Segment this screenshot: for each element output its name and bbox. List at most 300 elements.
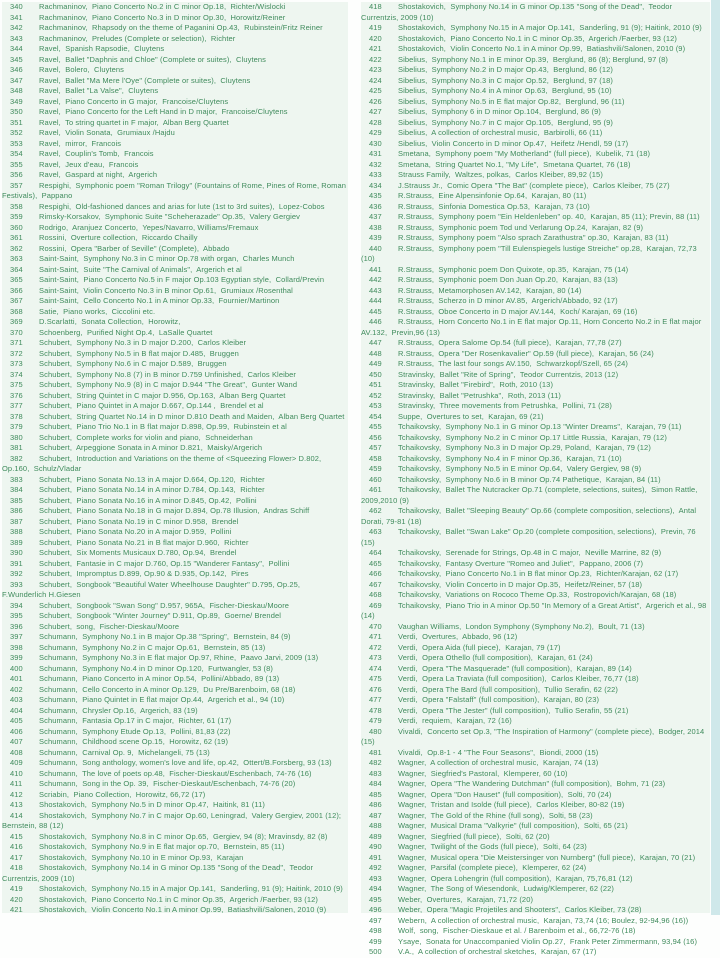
entry-text: Ravel, To string quartet in F major, Alban Berg Quartet — [39, 117, 229, 127]
entry — [361, 118, 710, 129]
entry-text: Ravel, Piano Concerto in G major, Francoise/Cluytens — [39, 96, 229, 106]
entry — [2, 307, 348, 318]
entry-text: Schumann, Song anthology, women's love and life, op.42, Ottert/B.Forsberg, 93 (13) — [39, 758, 332, 767]
entry-number: 460 — [369, 474, 382, 484]
entry-text: Respighi, Old-fashioned dances and arias for lute (1st to 3rd suites), Lopez-Cobos — [39, 201, 325, 211]
entry-number: 452 — [369, 390, 382, 400]
entry-number: 400 — [10, 663, 23, 673]
entry-text: Respighi, Symphonic poem "Roman Trilogy" (Fountains of Rome, Pines of Rome, Roman Festivals), Pappano — [2, 180, 349, 200]
entry — [361, 44, 710, 55]
entry-text: Sibelius, Symphony No.2 in D major Op.43, Berglund, 86 (12) — [398, 65, 613, 74]
entry-number: 415 — [10, 831, 23, 841]
scrollbar[interactable] — [711, 0, 720, 915]
entry — [361, 905, 710, 916]
entry-text: Verdi, Overtures, Abbado, 96 (12) — [398, 632, 518, 641]
entry — [2, 832, 348, 843]
entry-number: 401 — [10, 674, 23, 683]
entry — [361, 223, 710, 234]
entry-number: 378 — [10, 411, 23, 421]
entry — [361, 485, 710, 506]
entry-text: Verdi, Opera La Traviata (full composition), Carlos Kleiber, 76,77 (18) — [398, 674, 639, 683]
entry-text: Shostakovich, Symphony No.7 in C major Op.60, Leningrad, Valery Gergiev, 2001 (12); Bernstein, 88 (12) — [2, 810, 344, 830]
entry-number: 489 — [369, 831, 382, 841]
entry — [361, 884, 710, 895]
entry-number: 492 — [369, 863, 382, 872]
entry-number: 380 — [10, 432, 23, 442]
entry — [361, 559, 710, 570]
entry — [2, 863, 348, 884]
entry — [2, 538, 348, 549]
entry — [2, 727, 348, 738]
entry-number: 366 — [10, 285, 23, 295]
entry-text: Wagner, The Song of Wiesendonk, Ludwig/Klemperer, 62 (22) — [398, 884, 615, 893]
entry-number: 420 — [10, 894, 23, 904]
entry-text: Saint-Saint, Violin Concerto No.3 in B minor Op.61, Grumiaux /Rosenthal — [39, 285, 293, 295]
entry-number: 422 — [369, 54, 382, 64]
entry — [2, 737, 348, 748]
entry — [2, 580, 348, 601]
entry-text: Schubert, Symphony No.5 in B flat major D.485, Bruggen — [39, 348, 239, 358]
entry-text: Shostakovich, Violin Concerto No.1 in A minor Op.99, Batiashvili/Salonen, 2010 (9) — [398, 44, 686, 53]
entry-text: Schumann, Carnival Op. 9, Michelangeli, 75 (13) — [39, 747, 210, 757]
entry-text: Schubert, Songbook "Swan Song" D.957, 965A, Fischer-Dieskau/Moore — [39, 600, 290, 610]
entry — [361, 800, 710, 811]
entry — [361, 580, 710, 591]
entry-number: 351 — [10, 117, 23, 127]
entry — [2, 664, 348, 675]
entry-number: 424 — [369, 75, 382, 85]
entry-number: 345 — [10, 54, 23, 64]
entry-number: 389 — [10, 537, 23, 547]
entry-text: Saint-Saint, Piano Concerto No.5 in F major Op.103 Egyptian style, Collard/Previn — [39, 275, 325, 284]
entry-text: R.Strauss, Opera Salome Op.54 (full piece), Karajan, 77,78 (27) — [398, 338, 622, 347]
entry-text: Sibelius, Symphony 6 in D minor Op.104, Berglund, 86 (9) — [398, 107, 601, 116]
entry-number: 494 — [369, 884, 382, 893]
entry-number: 411 — [10, 779, 23, 788]
entry-text: R.Strauss, Metamorphosen AV.142, Karajan, 80 (14) — [398, 285, 582, 295]
entry — [2, 275, 348, 286]
entry-text: Saint-Saint, Cello Concerto No.1 in A minor Op.33, Fournier/Martinon — [39, 296, 280, 305]
entry-number: 385 — [10, 495, 23, 505]
entry-text: Scriabin, Piano Collection, Horowitz, 66,72 (17) — [39, 789, 206, 799]
entry-number: 368 — [10, 306, 23, 316]
entry — [2, 853, 348, 864]
entry-text: Schubert, Impromptus D.899, Op.90 & D.935, Op.142, Pires — [39, 569, 249, 578]
entry-text: Ravel, Ballet "La Valse", Cluytens — [39, 86, 159, 95]
entry — [2, 2, 348, 13]
entry-text: Schubert, Piano Sonata No.19 in C minor D.958, Brendel — [39, 516, 239, 526]
entry — [361, 370, 710, 381]
entry — [361, 170, 710, 181]
entry-text: Wagner, Siegfried (full piece), Solti, 62 (20) — [398, 831, 550, 841]
entry-text: Shostakovich, Piano Concerto No.1 in C minor Op.35, Argerich /Faerber, 93 (12) — [39, 894, 318, 904]
entry — [2, 286, 348, 297]
entry-number: 362 — [10, 243, 23, 253]
entry-number: 392 — [10, 569, 23, 578]
entry-number: 500 — [369, 947, 382, 956]
entry — [361, 2, 710, 23]
entry-text: Ravel, Spanish Rapsodie, Cluytens — [39, 44, 165, 53]
entry-text: Schubert, Arpeggione Sonata in A minor D.821, Maisky/Argerich — [39, 443, 263, 452]
entry-number: 428 — [369, 117, 382, 127]
entry-text: Verdi, Opera Aida (full piece), Karajan, 79 (17) — [398, 642, 561, 652]
entry — [2, 97, 348, 108]
entry-number: 477 — [369, 695, 382, 704]
entry-number: 450 — [369, 369, 382, 379]
entry-number: 404 — [10, 705, 23, 715]
entry-number: 418 — [10, 863, 23, 872]
entry — [361, 727, 710, 748]
entry-number: 466 — [369, 569, 382, 578]
entry — [2, 905, 348, 916]
entry-number: 453 — [369, 401, 382, 410]
entry — [2, 55, 348, 66]
entry — [2, 884, 348, 895]
entry-text: Schubert, Piano Sonata No.21 in B flat major D.960, Richter — [39, 537, 249, 547]
entry — [2, 758, 348, 769]
entry — [2, 181, 348, 202]
entry-text: J.Strauss Jr., Comic Opera "The Bat" (complete piece), Carlos Kleiber, 75 (27) — [398, 180, 670, 190]
entry-number: 391 — [10, 558, 23, 568]
entry-number: 413 — [10, 800, 23, 809]
entry — [2, 485, 348, 496]
entry — [361, 601, 710, 622]
entry — [2, 842, 348, 853]
entry — [2, 601, 348, 612]
entry-text: Weber, Opera "Magic Projetiles and Shooters", Carlos Kleiber, 73 (28) — [398, 905, 642, 914]
entry-number: 474 — [369, 663, 382, 673]
entry-text: R.Strauss, Symphony poem "Ein Heldenleben" op. 40, Karajan, 85 (11); Previn, 88 (11) — [398, 212, 700, 221]
entry-number: 408 — [10, 747, 23, 757]
entry-text: Tchaikovsky, Piano Concerto No.1 in B flat minor Op.23, Richter/Karajan, 62 (17) — [398, 569, 679, 578]
entry — [2, 265, 348, 276]
entry-number: 370 — [10, 327, 23, 337]
entry-number: 473 — [369, 653, 382, 662]
entry-number: 386 — [10, 506, 23, 515]
entry — [361, 55, 710, 66]
entry — [361, 338, 710, 349]
entry — [2, 412, 348, 423]
entry-text: Schumann, Childhood scene Op.15, Horowitz, 62 (19) — [39, 737, 229, 746]
entry-number: 353 — [10, 138, 23, 148]
entry — [361, 475, 710, 486]
entry — [2, 44, 348, 55]
entry — [361, 359, 710, 370]
entry-number: 348 — [10, 86, 23, 95]
entry-text: Rachmaninov, Piano Concerto No.3 in D minor Op.30, Horowitz/Reiner — [39, 12, 286, 22]
entry-text: Wolf, song, Fischer-Dieskaue et al. / Barenboim et al., 66,72-76 (18) — [398, 926, 636, 935]
entry — [2, 695, 348, 706]
entry-text: Schumann, Symphony Etude Op.13, Pollini, 81,83 (22) — [39, 726, 231, 736]
entry-number: 442 — [369, 275, 382, 284]
entry-text: Tchaikovsky, Violin Concerto in D major Op.35, Heifetz/Reiner, 57 (18) — [398, 579, 643, 589]
entry — [2, 779, 348, 790]
entry — [361, 895, 710, 906]
entry-text: Tchaikovsky, Ballet The Nutcracker Op.71 (complete, selections, suites), Simon Rattle, 2009,2010 (9) — [361, 485, 700, 505]
entry — [361, 149, 710, 160]
entry-number: 375 — [10, 380, 23, 389]
entry-number: 406 — [10, 726, 23, 736]
entry-number: 355 — [10, 159, 23, 169]
entry — [361, 454, 710, 465]
entry-text: Shostakovich, Piano Concerto No.1 in C minor Op.35, Argerich /Faerber, 93 (12) — [398, 33, 677, 43]
entry-number: 417 — [10, 852, 23, 862]
entry — [361, 685, 710, 696]
entry — [2, 338, 348, 349]
entry — [2, 433, 348, 444]
entry-text: Ravel, Ballet "Daphnis and Chloe" (Complete or suites), Cluytens — [39, 54, 267, 64]
entry-text: Schumann, Song in the Op. 39, Fischer-Dieskaut/Eschenbach, 74-76 (20) — [39, 779, 296, 788]
entry-text: Schubert, song, Fischer-Dieskau/Moore — [39, 621, 180, 631]
entry-number: 344 — [10, 44, 23, 53]
entry-number: 439 — [369, 233, 382, 242]
entry-text: Ravel, Gaspard at night, Argerich — [39, 170, 158, 179]
entry — [361, 86, 710, 97]
entry — [361, 433, 710, 444]
entry-number: 458 — [369, 453, 382, 463]
entry-text: Stravinsky, Three movements from Petrushka, Pollini, 71 (28) — [398, 401, 612, 410]
entry-number: 461 — [369, 485, 382, 494]
entry-number: 364 — [10, 264, 23, 274]
entry-number: 451 — [369, 380, 382, 389]
entry — [2, 244, 348, 255]
entry-number: 358 — [10, 201, 23, 211]
entry-text: Schumann, Symphony No.3 in E flat major Op.97, Rhine, Paavo Jarvi, 2009 (13) — [39, 653, 319, 662]
entry-text: Stravinsky, Ballet "Rite of Spring", Teodor Currentzis, 2013 (12) — [398, 369, 619, 379]
entry-number: 433 — [369, 170, 382, 179]
entry — [361, 391, 710, 402]
entry-number: 359 — [10, 212, 23, 221]
entry — [361, 643, 710, 654]
entry-number: 480 — [369, 726, 382, 736]
entry-number: 371 — [10, 338, 23, 347]
entry-number: 360 — [10, 222, 23, 232]
entry-text: Wagner, Siegfried's Pastoral, Klemperer, 60 (10) — [398, 768, 568, 778]
entry-number: 414 — [10, 810, 23, 820]
entry-text: Sibelius, Symphony No.7 in C major Op.105, Berglund, 95 (9) — [398, 117, 613, 127]
entry-text: Sibelius, Symphony No.1 in E minor Op.39, Berglund, 86 (8); Berglund, 97 (8) — [398, 54, 669, 64]
entry — [361, 443, 710, 454]
entry — [2, 653, 348, 664]
entry — [361, 653, 710, 664]
entry-text: Verdi, requiem, Karajan, 72 (16) — [398, 716, 512, 725]
entry-text: Schubert, Symphony No.8 (7) in B minor D.759 Unfinished, Carlos Kleiber — [39, 369, 296, 379]
entry — [361, 317, 710, 338]
entry — [361, 632, 710, 643]
entry-number: 434 — [369, 180, 382, 190]
entry-number: 399 — [10, 653, 23, 662]
entry-text: Shostakovich, Symphony No.14 in G minor Op.135 "Song of the Dead", Teodor Currentzis, 2009 (10) — [2, 863, 316, 883]
entry-number: 498 — [369, 926, 382, 935]
entry-text: Tchaikovsky, Ballet "Swan Lake" Op.20 (complete composition, selections), Previn, 76 (15) — [361, 527, 698, 547]
entry — [361, 349, 710, 360]
entry-number: 454 — [369, 411, 382, 421]
entry-number: 365 — [10, 275, 23, 284]
entry-text: Schubert, Complete works for violin and piano, Schneiderhan — [39, 432, 253, 442]
entry — [2, 685, 348, 696]
entry-text: Tchaikovsky, Symphony No.2 in C minor Op.17 Little Russia, Karajan, 79 (12) — [398, 432, 667, 442]
entry-text: Wagner, Parsifal (complete piece), Klemperer, 62 (24) — [398, 863, 587, 872]
entry-text: Ravel, Violin Sonata, Grumiaux /Hajdu — [39, 128, 175, 137]
entry-text: Sibelius, Symphony No.4 in A minor Op.63, Berglund, 95 (10) — [398, 86, 612, 95]
entry-text: Schubert, Piano Sonata No.14 in A minor D.784, Op.143, Richter — [39, 485, 265, 494]
entry-text: R.Strauss, Sinfonia Domestica Op.53, Karajan, 73 (10) — [398, 201, 590, 211]
entry-number: 464 — [369, 548, 382, 557]
entry-text: Ravel, mirror, Francois — [39, 138, 122, 148]
entry — [361, 233, 710, 244]
entry-text: R.Strauss, Symphony poem "Also sprach Zarathustra" op.30, Karajan, 83 (11) — [398, 233, 669, 242]
entry-number: 496 — [369, 905, 382, 914]
entry-text: Sibelius, Violin Concerto in D minor Op.47, Heifetz /Hendl, 59 (17) — [398, 138, 629, 148]
entry-text: R.Strauss, Oboe Concerto in D major AV.144, Koch/ Karajan, 69 (16) — [398, 306, 638, 316]
entry — [361, 874, 710, 885]
entry — [361, 307, 710, 318]
entry-number: 482 — [369, 758, 382, 767]
entry-text: Wagner, A collection of orchestral music, Karajan, 74 (13) — [398, 758, 599, 767]
entry — [2, 559, 348, 570]
entry — [361, 23, 710, 34]
entry — [361, 674, 710, 685]
entry — [361, 34, 710, 45]
entry-text: Ravel, Piano Concerto for the Left Hand in D major, Francoise/Cluytens — [39, 107, 288, 116]
entry-number: 402 — [10, 684, 23, 694]
entry — [2, 170, 348, 181]
entry — [361, 275, 710, 286]
entry-number: 444 — [369, 296, 382, 305]
entry-number: 350 — [10, 107, 23, 116]
entry-text: Shostakovich, Symphony No.14 in G minor Op.135 "Song of the Dead", Teodor Currentzis, 2009 (10) — [361, 2, 675, 22]
entry-text: Schubert, String Quartet No.14 in D minor D.810 Death and Maiden, Alban Berg Quartet — [39, 411, 345, 421]
entry-number: 421 — [10, 905, 23, 914]
entry — [361, 191, 710, 202]
entry-text: Schumann, Cello Concerto in A minor Op.129, Du Pre/Barenboim, 68 (18) — [39, 684, 296, 694]
entry — [361, 422, 710, 433]
entry — [361, 853, 710, 864]
entry-number: 367 — [10, 296, 23, 305]
entry — [2, 706, 348, 717]
entry — [361, 842, 710, 853]
entry-text: Shostakovich, Symphony No.15 in A major Op.141, Sanderling, 91 (9); Haitink, 2010 (9) — [39, 884, 343, 893]
entry — [2, 76, 348, 87]
entry-text: Verdi, Opera "Falstaff" (full composition), Karajan, 80 (23) — [398, 695, 600, 704]
entry-text: Rachmaninov, Rhapsody on the theme of Paganini Op.43, Rubinstein/Fritz Reiner — [39, 23, 323, 32]
entry-number: 383 — [10, 474, 23, 484]
entry-number: 352 — [10, 128, 23, 137]
entry-text: R.Strauss, Symphonic poem Tod und Verlarung Op.24, Karajan, 82 (9) — [398, 222, 644, 232]
entry-number: 393 — [10, 579, 23, 589]
entry-number: 374 — [10, 369, 23, 379]
entry-number: 420 — [369, 33, 382, 43]
entry — [2, 34, 348, 45]
entry-number: 409 — [10, 758, 23, 767]
entry-text: Tchaikovsky, Piano Trio in A minor Op.50 "In Memory of a Great Artist", Argerich et al., 98 (14) — [361, 600, 709, 620]
entry-text: Rossini, Opera "Barber of Seville" (Complete), Abbado — [39, 243, 230, 253]
entry-number: 449 — [369, 359, 382, 368]
entry-number: 448 — [369, 348, 382, 358]
entry — [2, 548, 348, 559]
entry-text: Verdi, Opera "The Masquerade" (full composition), Karajan, 89 (14) — [398, 663, 632, 673]
entry-text: Schumann, Fantasia Op.17 in C major, Richter, 61 (17) — [39, 716, 232, 725]
entry-number: 357 — [10, 180, 23, 190]
entry-text: Satie, Piano works, Ciccolini etc. — [39, 306, 156, 316]
entry-text: Schumann, Piano Quintet in E flat major Op.44, Argerich et al., 94 (10) — [39, 695, 285, 704]
entry-text: Suppe, Overtures to set, Karajan, 69 (21) — [398, 411, 544, 421]
entry — [361, 590, 710, 601]
entry-text: Schubert, Piano Sonata No.20 in A major D.959, Pollini — [39, 527, 232, 536]
entry-number: 419 — [10, 884, 23, 893]
entry — [2, 13, 348, 24]
entry-text: Schubert, Six Moments Musicaux D.780, Op.94, Brendel — [39, 548, 237, 557]
entry-text: Schubert, Symphony No.6 in C major D.589, Bruggen — [39, 359, 227, 368]
entry-text: R.Strauss, The last four songs AV.150, Schwarzkopf/Szell, 65 (24) — [398, 359, 629, 368]
entry-text: Tchaikovsky, Fantasy Overture "Romeo and Juliet", Pappano, 2006 (7) — [398, 558, 644, 568]
entry-number: 426 — [369, 96, 382, 106]
entry-number: 377 — [10, 401, 23, 410]
entry — [361, 863, 710, 874]
right-column — [361, 2, 710, 956]
entry-text: Tchaikovsky, Serenade for Strings, Op.48 in C major, Neville Marrine, 82 (9) — [398, 548, 662, 557]
entry-number: 423 — [369, 65, 382, 74]
entry — [361, 695, 710, 706]
entry-text: Shostakovich, Symphony No.15 in A major Op.141, Sanderling, 91 (9); Haitink, 2010 (9) — [398, 23, 702, 32]
entry — [2, 506, 348, 517]
entry — [2, 811, 348, 832]
entry — [2, 254, 348, 265]
entry-number: 388 — [10, 527, 23, 536]
entry-number: 437 — [369, 212, 382, 221]
entry-number: 443 — [369, 285, 382, 295]
entry-number: 369 — [10, 317, 23, 326]
entry-text: Tchaikovsky, Symphony No.6 in B minor Op.74 Pathetique, Karajan, 84 (11) — [398, 474, 661, 484]
entry-number: 493 — [369, 873, 382, 883]
entry-number: 381 — [10, 443, 23, 452]
entry-number: 395 — [10, 611, 23, 620]
entry-number: 373 — [10, 359, 23, 368]
entry-number: 486 — [369, 800, 382, 809]
entry-text: Wagner, Opera Lohengrin (full composition), Karajan, 75,76,81 (12) — [398, 873, 633, 883]
entry — [2, 86, 348, 97]
entry-number: 354 — [10, 149, 23, 158]
entry-number: 340 — [10, 2, 23, 11]
entry-number: 361 — [10, 233, 23, 242]
entry-text: Sibelius, A collection of orchestral music, Barbirolli, 66 (11) — [398, 128, 603, 137]
entry-number: 398 — [10, 642, 23, 652]
entry — [361, 548, 710, 559]
entry — [2, 317, 348, 328]
entry — [2, 716, 348, 727]
entry-text: Shostakovich, Symphony No.8 in C minor Op.65, Gergiev, 94 (8); Mravinsdy, 82 (8) — [39, 831, 328, 841]
entry-text: Vaughan Williams, London Symphony (Symphony No.2), Boult, 71 (13) — [398, 621, 645, 631]
entry-number: 471 — [369, 632, 382, 641]
entry-text: Verdi, Opera The Bard (full composition), Tullio Serafin, 62 (22) — [398, 684, 618, 694]
entry-text: Tchaikovsky, Ballet "Sleeping Beauty" Op.66 (complete composition, selections), Antal Dorati, 79-81 (18) — [361, 506, 699, 526]
entry-number: 372 — [10, 348, 23, 358]
entry-text: Webern, A collection of orchestral music, Karajan, 73,74 (16; Boulez, 92-94,96 (16)) — [398, 915, 689, 925]
entry-number: 419 — [369, 23, 382, 32]
entry-text: Stravinsky, Ballet "Petrushka", Roth, 2013 (11) — [398, 390, 561, 400]
entry-number: 436 — [369, 201, 382, 211]
entry-number: 457 — [369, 443, 382, 452]
entry-text: Tchaikovsky, Symphony No.4 in F minor Op.36, Karajan, 71 (10) — [398, 453, 622, 463]
entry-number: 382 — [10, 453, 23, 463]
entry — [361, 569, 710, 580]
entry-text: Vivaldi, Concerto set Op.3, "The Inspiration of Harmony" (complete piece), Bodger, 2014 (15) — [361, 726, 707, 746]
entry-number: 447 — [369, 338, 382, 347]
entry-text: Schubert, Piano Sonata No.16 in A minor D.845, Op.42, Pollini — [39, 495, 257, 505]
entry — [2, 160, 348, 171]
entry-text: Schumann, The love of poets op.48, Fischer-Dieskaut/Eschenbach, 74-76 (16) — [39, 768, 312, 778]
entry — [2, 401, 348, 412]
